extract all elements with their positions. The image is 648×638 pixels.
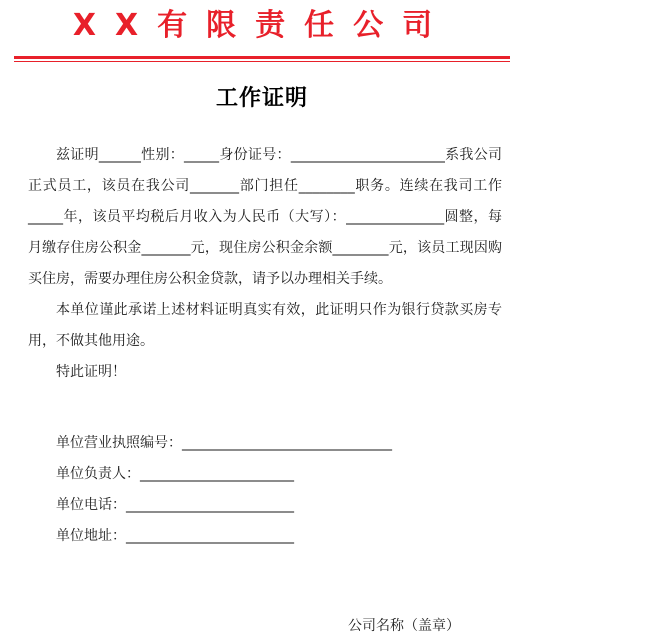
field-label: 单位电话： [56,497,126,513]
field-unit-head [56,459,392,490]
field-unit-address [56,521,392,552]
field-blank-line: ______________________________ [182,435,392,451]
certification-paragraph: 兹证明______性别：_____身份证号：______________________系我公司正式员工，该员在我公司_______部门担任________职务。连续在我司工作_____年，该员平均税后月收入为人民币（大写）：______________圆整，每月缴存住房公积金_______元，现住房公积金余额________元，该员工现因购买住房，需要办理住房公积金贷款，请予以办理相关手续。 [28,147,502,287]
field-label: 单位负责人： [56,466,140,482]
company-name: XX有限责任公司 [72,8,452,43]
header-rule-thick [14,56,510,59]
field-label: 单位营业执照编号： [56,435,182,451]
header-rule-thin [14,61,510,62]
field-label: 单位地址： [56,528,126,544]
company-header [14,2,510,50]
field-unit-phone [56,490,392,521]
company-seal-line: 公司名称（盖章） [348,618,460,634]
document-body [28,140,502,388]
field-blank-line: ________________________ [126,528,294,544]
field-blank-line: ______________________ [140,466,294,482]
unit-info-fields [56,428,392,552]
document-title: 工作证明 [215,86,308,111]
field-blank-line: ________________________ [126,497,294,513]
field-business-license [56,428,392,459]
closing-line: 特此证明！ [56,364,126,380]
commitment-paragraph: 本单位谨此承诺上述材料证明真实有效，此证明只作为银行贷款买房专用，不做其他用途。 [28,302,502,349]
